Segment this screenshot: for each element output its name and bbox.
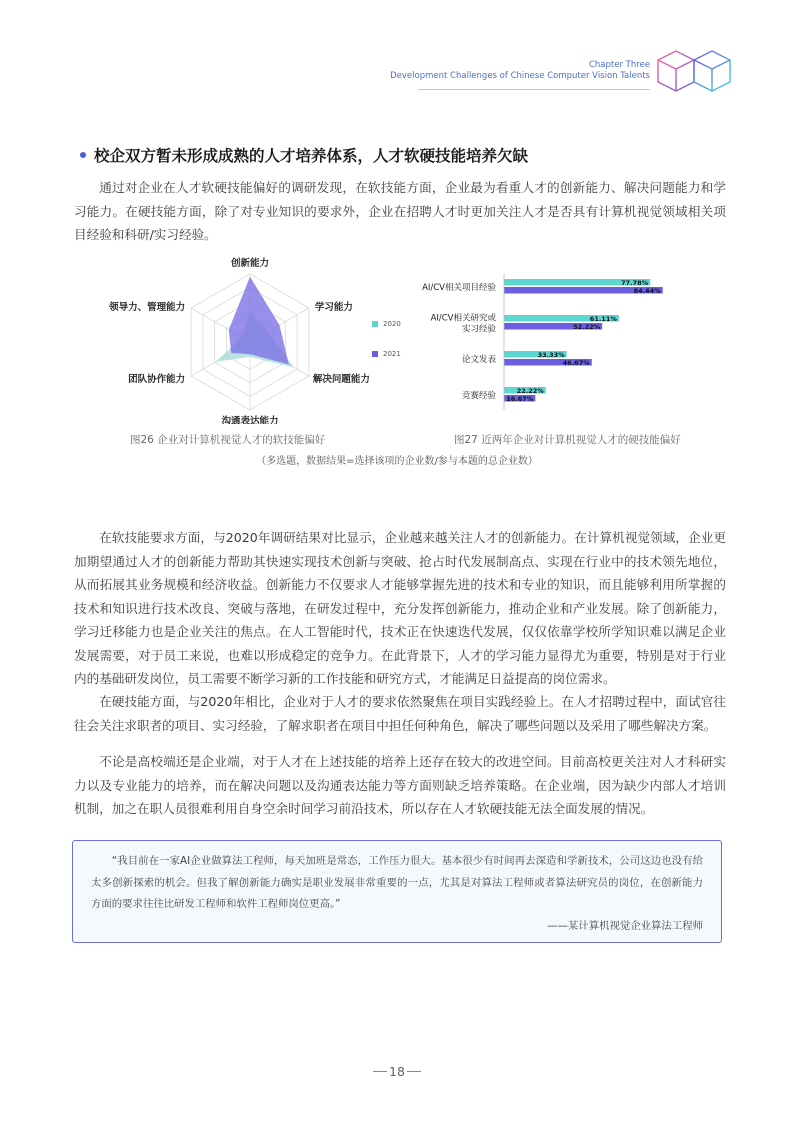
body-paragraph: 在硬技能方面，与2020年相比，企业对于人才的要求依然聚焦在项目实践经验上。在人才招聘过程中，面试官往往会关注求职者的项目、实习经验，了解求职者在项目中担任何种角色，解决了哪些问题以及采用了哪些解决方案。: [74, 694, 726, 733]
cube-logo-icon: [654, 44, 738, 100]
radar-chart: [86, 252, 386, 424]
page-number: [0, 1061, 794, 1080]
bar-category-label: 竞赛经验: [461, 391, 496, 401]
bar-figure: [412, 270, 722, 424]
bar-value-label: 46.67%: [562, 358, 590, 367]
body-paragraph: 在软技能要求方面，与2020年调研结果对比显示，企业越来越关注人才的创新能力。在计算机视觉领域，企业更加期望通过人才的创新能力帮助其快速实现技术创新与突破、抢占时代发展制高点、实现在行业中的技术领先地位，从而拓展其业务规模和经济收益。创新能力不仅要求人才能够掌握先进的技术和专业的知识，而且能够利用所掌握的技术和知识进行技术改良、突破与落地，在研发过程中，充分发挥创新能力，推动企业和产业发展。除了创新能力，学习迁移能力也是企业关注的焦点。在人工智能时代，技术正在快速迭代发展，仅仅依靠学校所学知识难以满足企业发展需要，对于员工来说，也难以形成稳定的竞争力。在此背景下，人才的学习能力显得尤为重要，特别是对于行业内的基础研发岗位，员工需要不断学习新的工作技能和研究方式，才能满足日益提高的岗位需求。: [74, 530, 726, 686]
radar-series-area: [229, 277, 289, 365]
bar-category-label: AI/CV相关研究或: [430, 313, 496, 324]
legend-swatch-icon: [372, 321, 378, 327]
chart-legend: [372, 320, 401, 358]
radar-axis-label: 学习能力: [314, 302, 353, 313]
intro-paragraph: 通过对企业在人才软硬技能偏好的调研发现，在软技能方面，企业最为看重人才的创新能力、解决问题能力和学习能力。在硬技能方面，除了对专业知识的要求外，企业在招聘人才时更加关注人才是否具有计算机视觉领域相关项目经验和科研/实习经验。: [74, 180, 726, 242]
radar-figure: [86, 252, 386, 428]
header-divider: [418, 89, 650, 90]
quote-text: “我目前在一家AI企业做算法工程师，每天加班是常态，工作压力很大。基本很少有时间再去深造和学新技术，公司这边也没有给太多创新探索的机会。但我了解创新能力确实是职业发展非常重要的一点，尤其是对算法工程师或者算法研究员的岗位，在创新能力方面的要求往往比研发工程师和软件工程师岗位更高。”: [91, 855, 703, 910]
bar-value-label: 61.11%: [589, 314, 617, 323]
legend-item: [372, 320, 401, 328]
quote-box: [72, 840, 722, 943]
radar-axis-label: 创新能力: [230, 258, 270, 269]
chapter-label: Chapter Three: [588, 60, 650, 70]
quote-source: ——某计算机视觉企业算法工程师: [547, 920, 703, 932]
legend-label: 2021: [383, 350, 401, 358]
page-header: [0, 44, 794, 104]
legend-swatch-icon: [372, 351, 378, 357]
bullet-dot-icon: [80, 152, 86, 158]
legend-label: 2020: [383, 320, 401, 328]
bar-category-label: AI/CV相关项目经验: [422, 283, 496, 293]
dash-right: [407, 1071, 421, 1072]
radar-axis-label: 解决问题能力: [312, 374, 370, 385]
radar-axis-label: 团队协作能力: [128, 374, 186, 385]
bar-value-label: 84.44%: [633, 286, 661, 295]
legend-item: [372, 350, 401, 358]
bar-category-label: 实习经验: [461, 324, 496, 335]
chapter-subtitle: Development Challenges of Chinese Computer Vision Talents: [390, 71, 650, 81]
radar-axis-label: 领导力、管理能力: [109, 302, 186, 313]
bar-value-label: 22.22%: [516, 386, 544, 395]
bar-value-label: 52.22%: [573, 322, 601, 331]
bar-category-label: 论文发表: [461, 355, 496, 365]
radar-axis-label: 沟通表达能力: [221, 416, 279, 424]
figure-note: （多选题，数据结果=选择该项的企业数/参与本题的总企业数）: [256, 456, 538, 467]
body-paragraph: 不论是高校端还是企业端，对于人才在上述技能的培养上还存在较大的改进空间。目前高校更关注对人才科研实力以及专业能力的培养，而在解决问题以及沟通表达能力等方面则缺乏培养策略。在企业端，因为缺少内部人才培训机制，加之在职人员很难利用自身空余时间学习前沿技术，所以存在人才软硬技能无法全面发展的情况。: [74, 754, 726, 816]
section-title: [80, 144, 528, 166]
bar-caption: 图27 近两年企业对计算机视觉人才的硬技能偏好: [454, 434, 681, 446]
bar-value-label: 77.78%: [621, 278, 649, 287]
bar-value-label: 16.67%: [506, 394, 534, 403]
bar-chart: [412, 270, 722, 420]
radar-caption: 图26 企业对计算机视觉人才的软技能偏好: [130, 434, 326, 446]
page-number-value: 18: [389, 1064, 405, 1079]
bar-value-label: 33.33%: [537, 350, 565, 359]
dash-left: [373, 1071, 387, 1072]
section-title-text: 校企双方暂未形成成熟的人才培养体系，人才软硬技能培养欠缺: [94, 147, 529, 165]
